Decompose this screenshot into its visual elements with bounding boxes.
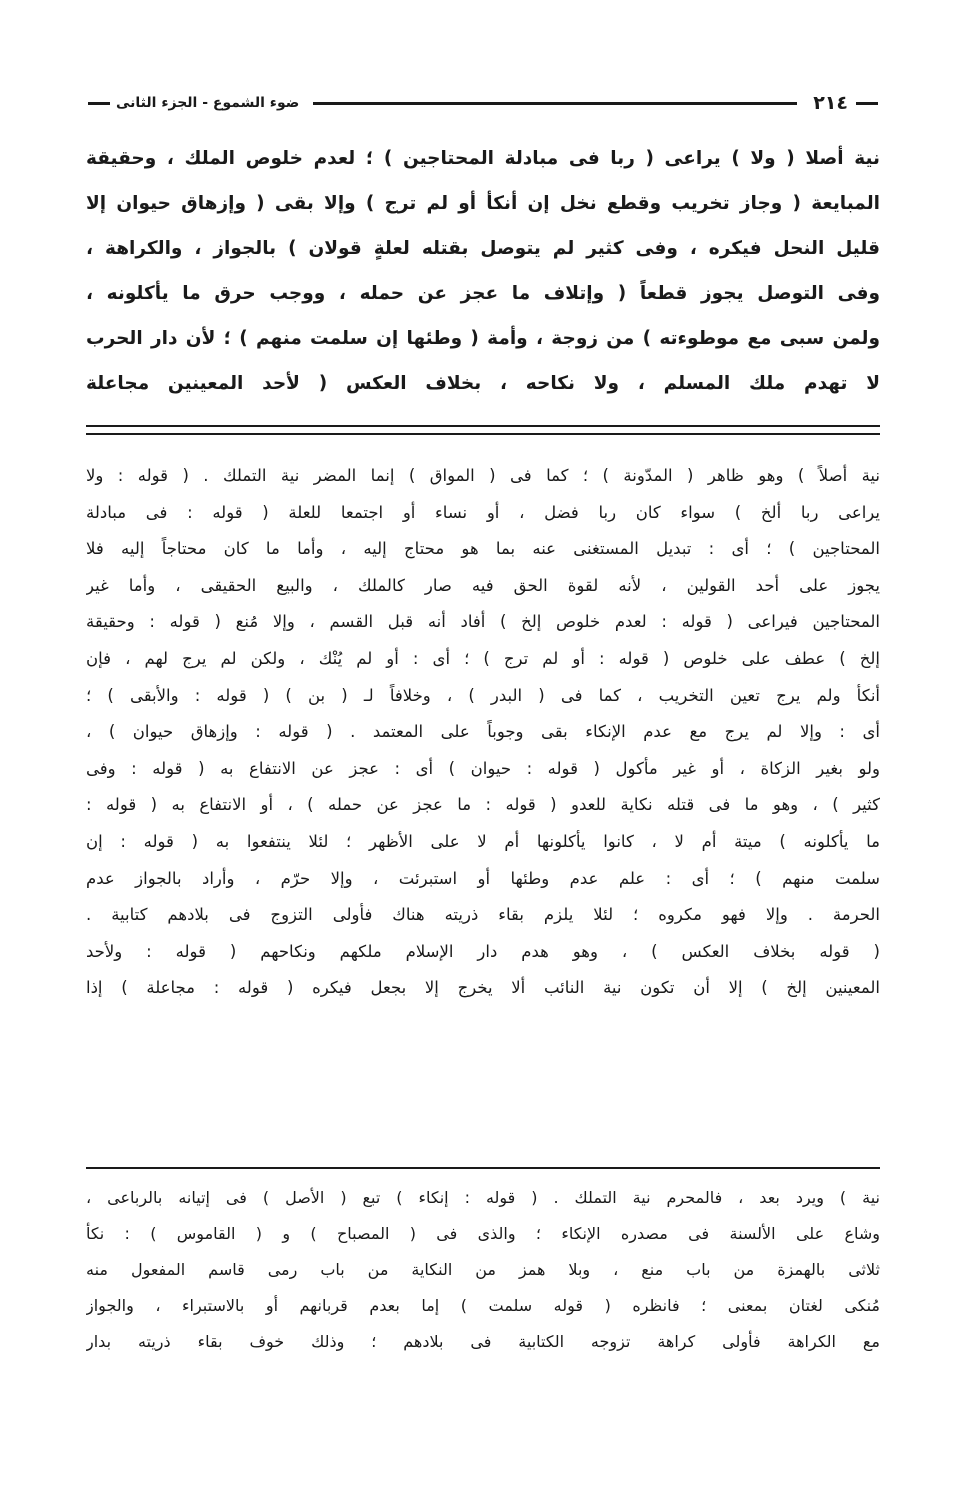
commentary-line: أى : وإلا لم يرج مع عدم الإنكاء بقى وجوباً على المعتمد . ( قوله : وإزهاق حيوان ) ، — [86, 722, 880, 742]
main-text-line: نية أصلا ( ولا ) يراعى ( ربا فى مبادلة المحتاجين ) ؛ لعدم خلوص الملك ، وحقيقة — [86, 148, 880, 169]
page-number: ٢١٤ — [813, 92, 848, 114]
header-dash-left — [88, 102, 110, 105]
commentary-line: إلخ ) عطف على خلوص ( قوله : أو لم ترج ) ؛ أى : أو لم يُنْك ، ولكن لم يرج لهم ، فإن — [86, 648, 880, 668]
footnote-line: ثلاثى بالهمزة من باب منع ، وبلا همز من النكاية من باب رمى قاسم المفعول منه — [86, 1260, 880, 1279]
commentary-line: ( قوله بخلاف العكس ) ، وهو هدم دار الإسلام ملكهم ونكاحهم ( قوله : ولأحد — [86, 941, 880, 961]
main-text-line: قليل النحل فيكره ، وفى كثير لم يتوصل بقتله لعلةٍ قولان ) بالجواز ، والكراهة ، — [86, 238, 880, 259]
main-text-line: لا تهدم ملك المسلم ، ولا نكاحه ، بخلاف العكس ( لأحد المعينين مجاعلة — [86, 373, 880, 394]
commentary-line: يجوز على أحد القولين ، لأنه لقوة الحق فيه صار كالملك ، والبيع الحقيقى ، وأما غير — [86, 575, 880, 595]
commentary-line: المعينين إلخ ) إلا أن تكون نية النائب ألا يخرج إلا بجعل فيكره ( قوله : مجاعلة ) إذا — [86, 978, 880, 998]
commentary-line: نية أصلاً ) وهو ظاهر ( المدّونة ) ؛ كما فى ( المواق ) إنما المضر نية التملك . ( قوله : ولا — [86, 466, 880, 485]
footnote-line: مع الكراهة فأولى كراهة تزوجه الكتابية فى بلادهم ؛ وذلك خوف بقاء ذريته بدار — [86, 1332, 880, 1351]
main-text-line: ولمن سبى مع موطوءته ) من زوجة ، وأمة ( وطئها إن سلمت منهم ) ؛ لأن دار الحرب — [86, 328, 880, 349]
running-header — [88, 92, 878, 114]
commentary-line: ولو بغير الزكاة ، أو غير مأكول ( قوله : حيوان ) أى : عجز عن الانتفاع به ( قوله : وفى — [86, 758, 880, 778]
commentary-line: المحتاجين فيراعى ( قوله : لعدم خلوص إلخ ) أفاد أنه قبل القسم ، وإلا مُنع ( قوله : وحقيقة — [86, 612, 880, 632]
double-rule-separator — [86, 425, 880, 435]
main-text — [86, 136, 880, 406]
footnote-line: وشاع على الألسنة فى مصدره الإنكاء ؛ والذى فى ( المصباح ) و ( القاموس ) : نكأ — [86, 1224, 880, 1243]
commentary-line: يراعى ربا ألخ ) سواء كان ربا فضل ، أو نساء أو اجتمعا للعلة ( قوله : فى مبادلة — [86, 502, 880, 522]
commentary-line: الحرمة . وإلا فهو مكروه ؛ لئلا يلزم بقاء ذريته هناك فأولى التزوج فى بلادهم كتابية . — [86, 905, 880, 925]
header-rule — [313, 102, 797, 105]
footnote-rule — [86, 1167, 880, 1169]
footnote-block — [86, 1180, 880, 1360]
main-text-line: المبايعة ( وجاز تخريب وقطع نخل إن أنكأ أو لم ترج ) وإلا بقى ( وإزهاق حيوان إلا — [86, 193, 880, 214]
running-title: ضوء الشموع - الجزء الثانى — [116, 95, 300, 111]
header-dash-right — [856, 102, 878, 105]
commentary-line: المحتاجين ) ؛ أى : تبديل المستغنى عنه بما هو محتاج إليه ، وأما ما كان محتاجاً إليه فلا — [86, 539, 880, 559]
commentary-line: كثير ) ، وهو ما فى قتله نكاية للعدو ( قوله : ما عجز عن حمله ) ، أو الانتفاع به ( قوله : — [86, 795, 880, 815]
commentary-line: أنكأ ولم يرج تعين التخريب ، كما فى ( البدر ) ، وخلافاً لـ ( بن ) ( قوله : والأبقى ) ؛ — [86, 685, 880, 705]
commentary-line: ما يأكلونه ) ميتة أم لا ، كانوا يأكلونها أم لا على الأظهر ؛ لئلا ينتفعوا به ( قوله : إن — [86, 831, 880, 851]
main-text-line: وفى التوصل يجوز قطعاً ( وإتلاف ما عجز عن حمله ، ووجب حرق ما يأكلونه ، — [86, 283, 880, 304]
commentary-block — [86, 458, 880, 1007]
footnote-line: مُنكى لغتان بمعنى ؛ فانظره ( قوله سلمت ) إما بعدم قربانهم أو بالاستبراء ، والجواز — [86, 1296, 880, 1315]
footnote-line: نية ) ويرد بعد ، فالمحرم نية التملك . ( قوله : إنكاء ) تبع ( الأصل ) فى إتيانه بالرباعى ، — [86, 1188, 880, 1207]
commentary-line: سلمت منهم ) ؛ أى : علم عدم وطئها أو استبرئت ، وإلا حرّم ، وأراد بالجواز عدم — [86, 868, 880, 888]
